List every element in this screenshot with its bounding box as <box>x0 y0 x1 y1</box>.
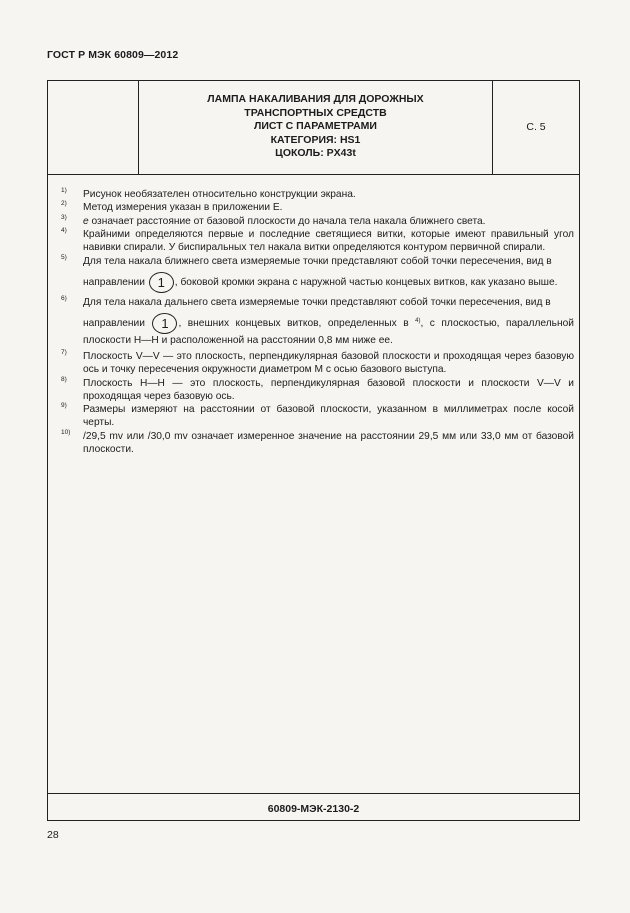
title-line: ЦОКОЛЬ: PX43t <box>275 147 356 159</box>
footnote-text: Размеры измеряют на расстоянии от базовой плоскости, указанном в миллиметрах после косой черты. <box>83 404 574 429</box>
direction-circle-icon: 1 <box>152 313 177 334</box>
footnote-text <box>83 296 574 348</box>
title-line: ТРАНСПОРТНЫХ СРЕДСТВ <box>244 106 387 119</box>
footnote-text: Метод измерения указан в приложении E. <box>83 202 283 213</box>
sheet-code: 60809-МЭК-2130-2 <box>267 803 360 815</box>
footnote-mark: 6) <box>61 295 67 302</box>
footnote-mark: 7) <box>61 349 67 356</box>
sheet-title <box>139 93 492 161</box>
footnote-line <box>83 272 574 293</box>
footnote-mark: 10) <box>61 429 71 436</box>
footnote-text-rest: означает расстояние от базовой плоскости до начала тела накала ближнего света. <box>88 216 486 227</box>
title-line: ЛИСТ С ПАРАМЕТРАМИ <box>254 120 377 132</box>
footnote-mark: 9) <box>61 402 67 409</box>
page-number: 28 <box>47 829 59 841</box>
footnote-mark: 4) <box>61 227 67 234</box>
header-page-cell <box>493 81 579 174</box>
header-title-cell <box>139 81 493 174</box>
footnote-line <box>83 313 574 347</box>
footnote-reference: 4) <box>415 318 421 325</box>
footnote-text <box>83 255 574 293</box>
footnote-text: /29,5 mv или /30,0 mv означает измеренное значение на расстоянии 29,5 мм или 33,0 мм от базовой плоскости. <box>83 431 574 456</box>
standard-code: ГОСТ Р МЭК 60809—2012 <box>47 49 179 61</box>
footnote-mark: 2) <box>61 200 67 207</box>
footer-divider <box>48 793 579 794</box>
footnote-text <box>83 215 574 228</box>
variable-e: e <box>83 216 89 227</box>
footnote-line: Для тела накала ближнего света измеряемые точки представляют собой точки пересечения, вид в <box>83 256 552 267</box>
title-line: ЛАМПА НАКАЛИВАНИЯ ДЛЯ ДОРОЖНЫХ <box>207 93 424 105</box>
footnote-text: Крайними определяются первые и последние светящиеся витки, которые имеют правильный угол навивки спирали. У биспиральных тел накала витки определяются контуром первичной спирали. <box>83 229 574 254</box>
footnote-text-rest: , боковой кромки экрана с наружной частью концевых витков, как указано выше. <box>174 277 558 289</box>
footnote-text: Плоскость H—H — это плоскость, перпендикулярная базовой плоскости и плоскости V—V и проходящая через базовую ось. <box>83 378 574 403</box>
direction-circle-icon: 1 <box>149 272 174 293</box>
footnote-mark: 5) <box>61 254 67 261</box>
footnote-mark: 1) <box>61 187 67 194</box>
sheet-page: С. 5 <box>526 121 546 133</box>
footnote-mark: 8) <box>61 376 67 383</box>
footnote-text: Рисунок необязателен относительно конструкции экрана. <box>83 189 356 200</box>
sheet-frame <box>47 80 580 821</box>
footnote-text-rest: , с плоскостью, параллельной плоскости H—H и расположенной на расстоянии 0,8 мм ниже ее. <box>83 318 574 347</box>
title-line: КАТЕГОРИЯ: HS1 <box>270 133 361 146</box>
footnote-line: Для тела накала дальнего света измеряемые точки представляют собой точки пересечения, вид в <box>83 297 551 308</box>
footnote-mark: 3) <box>61 214 67 221</box>
header-left-cell <box>48 81 139 174</box>
sheet-header <box>48 81 579 175</box>
direction-word: направлении <box>83 318 145 330</box>
footnote-text: Плоскость V—V — это плоскость, перпендикулярная базовой плоскости и проходящая через базовую ось и точку пересечения окружности диаметром M с осью базового выступа. <box>83 351 574 376</box>
direction-word: направлении <box>83 277 145 289</box>
footnote-text-mid: , внешних концевых витков, определенных в <box>178 318 409 330</box>
